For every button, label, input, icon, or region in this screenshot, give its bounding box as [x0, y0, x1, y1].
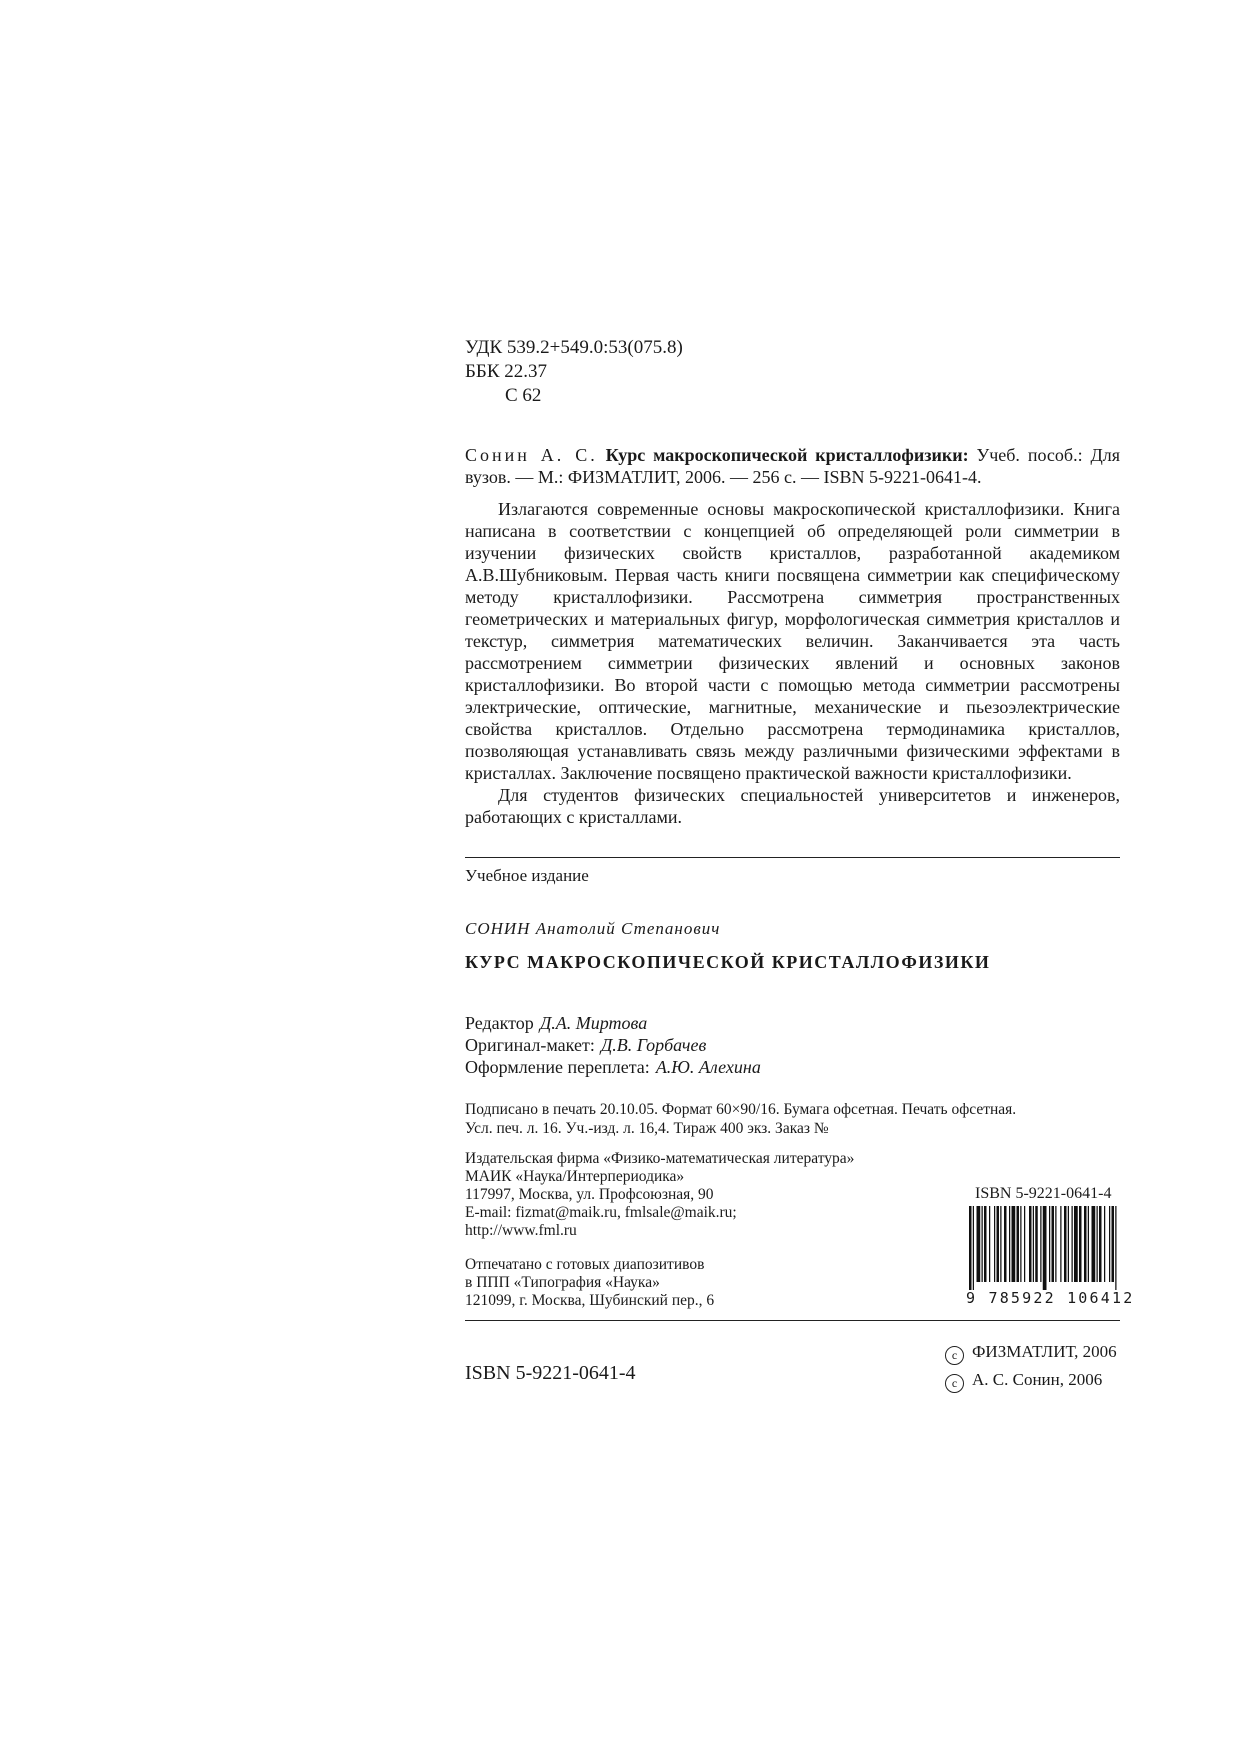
- abstract-paragraph-1: Излагаются современные основы макроскопической кристаллофизики. Книга написана в соответствии с концепцией об определяющей роли симметрии в изучении физических свойств кристаллов, разработанной академиком А.В.Шубниковым. Первая часть книги посвящена симметрии как специфическому методу кристаллофизики. Рассмотрена симметрия пространственных геометрических и материальных фигур, морфологическая симметрия кристаллов и текстур, симметрия математических величин. Заканчивается эта часть рассмотрением симметрии физических явлений и основных законов кристаллофизики. Во второй части с помощью метода симметрии рассмотрены электрические, оптические, магнитные, механические и пьезоэлектрические свойства кристаллов. Отдельно рассмотрена термодинамика кристаллов, позволяющая устанавливать связь между различными физическими эффектами в кристаллах. Заключение посвящено практической важности кристаллофизики.: [465, 499, 1120, 783]
- divider-top: [465, 857, 1120, 858]
- printer-line: Отпечатано с готовых диапозитивов: [465, 1256, 705, 1273]
- printer-line: в ППП «Типография «Наука»: [465, 1274, 660, 1291]
- barcode-bar: [1049, 1206, 1050, 1282]
- barcode-bar: [1055, 1206, 1056, 1282]
- barcode-bar: [1064, 1206, 1067, 1282]
- publisher-line: Издательская фирма «Физико-математическая литература»: [465, 1150, 855, 1167]
- print-info: [465, 1100, 1120, 1138]
- barcode-bar: [1060, 1206, 1061, 1282]
- barcode-bar: [997, 1206, 1000, 1282]
- barcode-bar: [1035, 1206, 1038, 1282]
- copyright-icon: c: [945, 1374, 964, 1393]
- barcode-icon: [965, 1206, 1123, 1290]
- divider-bottom: [465, 1320, 1120, 1321]
- credit-cover-design: Оформление переплета: А.Ю. Алехина: [465, 1057, 761, 1077]
- barcode-bar: [973, 1206, 974, 1290]
- barcode-bar: [1040, 1206, 1041, 1282]
- publisher-line: МАИК «Наука/Интерпериодика»: [465, 1168, 685, 1185]
- udk-code: УДК 539.2+549.0:53(075.8): [465, 337, 683, 358]
- abstract: [465, 498, 1120, 828]
- barcode-bar: [1017, 1206, 1020, 1282]
- barcode-bar: [1072, 1206, 1073, 1282]
- publisher-line: 117997, Москва, ул. Профсоюзная, 90: [465, 1186, 714, 1203]
- barcode-bar: [1029, 1206, 1032, 1282]
- book-title: КУРС МАКРОСКОПИЧЕСКОЙ КРИСТАЛЛОФИЗИКИ: [465, 952, 991, 972]
- copyright-author: c А. С. Сонин, 2006: [945, 1366, 1117, 1394]
- staff-credits: [465, 1012, 761, 1078]
- barcode-bar: [977, 1206, 981, 1282]
- barcode-bar: [994, 1206, 995, 1282]
- print-info-line-2: Усл. печ. л. 16. Уч.-изд. л. 16,4. Тираж 400 экз. Заказ №: [465, 1120, 829, 1137]
- barcode-bar: [1092, 1206, 1096, 1282]
- barcode-bar: [1097, 1206, 1098, 1282]
- barcode-bar: [984, 1206, 987, 1282]
- barcode-bar: [1000, 1206, 1001, 1282]
- copyright-block: [945, 1338, 1117, 1394]
- credit-layout: Оригинал-макет: Д.В. Горбачев: [465, 1035, 707, 1055]
- publisher-line: http://www.fml.ru: [465, 1222, 577, 1239]
- printer-info: [465, 1256, 714, 1310]
- barcode-bar: [1033, 1206, 1034, 1282]
- barcode-isbn-label: ISBN 5-9221-0641-4: [975, 1185, 1112, 1202]
- author-mark: С 62: [505, 385, 542, 406]
- printer-line: 121099, г. Москва, Шубинский пер., 6: [465, 1292, 715, 1309]
- barcode-bar: [1099, 1206, 1102, 1282]
- barcode-bar: [1088, 1206, 1089, 1282]
- bibliographic-record: [465, 444, 1120, 488]
- barcode-bar: [1043, 1206, 1047, 1290]
- classification-block: [465, 336, 683, 408]
- edition-type: Учебное издание: [465, 866, 589, 885]
- bbk-code: ББК 22.37: [465, 361, 547, 382]
- abstract-paragraph-2: Для студентов физических специальностей университетов и инженеров, работающих с кристаллами.: [465, 785, 1120, 827]
- barcode-bar: [1079, 1206, 1082, 1282]
- barcode-bar: [1009, 1206, 1010, 1282]
- barcode-digits: 9 785922 106412: [966, 1289, 1135, 1307]
- barcode-bar: [1004, 1206, 1007, 1282]
- barcode-bar: [1109, 1206, 1110, 1282]
- author-full-name: СОНИН Анатолий Степанович: [465, 919, 721, 938]
- print-info-line-1: Подписано в печать 20.10.05. Формат 60×90/16. Бумага офсетная. Печать офсетная.: [465, 1101, 1017, 1118]
- bib-details: Учеб. пособ.: Для вузов. — М.: ФИЗМАТЛИТ, 2006. — 256 с. — ISBN 5-9221-0641-4.: [465, 445, 1121, 487]
- copyright-publisher: c ФИЗМАТЛИТ, 2006: [945, 1338, 1117, 1366]
- barcode-bar: [1084, 1206, 1087, 1282]
- barcode-bar: [1024, 1206, 1025, 1282]
- barcode-bar: [1115, 1206, 1116, 1290]
- barcode-bar: [1012, 1206, 1016, 1282]
- barcode-bar: [1112, 1206, 1115, 1282]
- bib-author: Сонин А. С.: [465, 445, 598, 465]
- barcode-bar: [1068, 1206, 1069, 1282]
- barcode-bar: [1104, 1206, 1105, 1282]
- publisher-line: E-mail: fizmat@maik.ru, fmlsale@maik.ru;: [465, 1204, 737, 1221]
- barcode-bar: [1074, 1206, 1078, 1282]
- publisher-info: [465, 1150, 854, 1240]
- barcode-bar: [1052, 1206, 1055, 1282]
- copyright-icon: c: [945, 1346, 964, 1365]
- credit-editor: Редактор Д.А. Миртова: [465, 1013, 648, 1033]
- barcode-bar: [969, 1206, 972, 1290]
- bib-title: Курс макроскопической кристаллофизики:: [605, 445, 969, 465]
- barcode-bar: [989, 1206, 990, 1282]
- barcode-bar: [982, 1206, 983, 1282]
- isbn-number: ISBN 5-9221-0641-4: [465, 1362, 636, 1384]
- barcode-bar: [1020, 1206, 1021, 1282]
